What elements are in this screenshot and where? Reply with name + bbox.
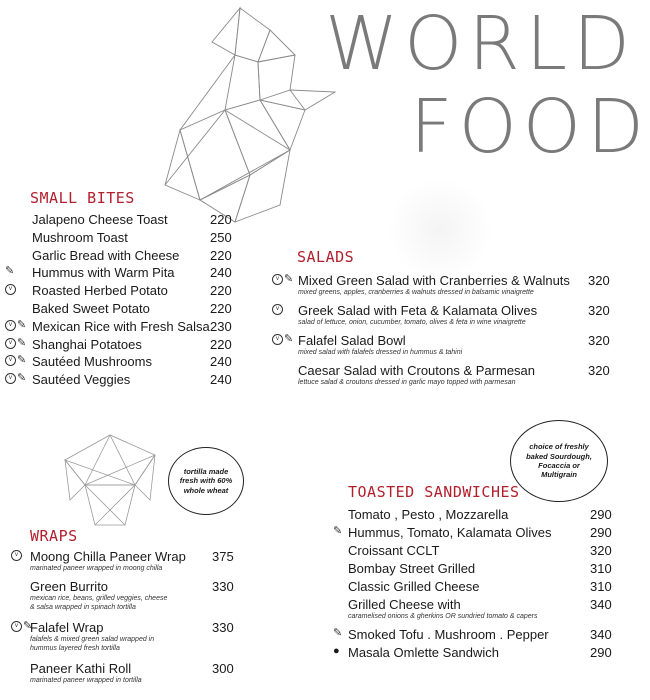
item-description: mixed salad with falafels dressed in hummus & tahini (298, 349, 463, 356)
item-name: Garlic Bread with Cheese (32, 247, 180, 263)
chili-icon: ✎ (17, 318, 27, 331)
chili-icon: ✎ (284, 273, 294, 285)
chili-icon: ✎ (23, 620, 33, 632)
item-description: marinated paneer wrapped in moong chilla (30, 565, 163, 572)
item-price: 320 (590, 543, 612, 558)
item-price: 240 (210, 265, 232, 281)
item-name: Falafel Wrap (30, 620, 104, 635)
item-name: Baked Sweet Potato (32, 301, 150, 316)
item-price: 240 (210, 372, 232, 388)
chili-icon: ✎ (284, 333, 294, 345)
diet-icons (5, 266, 14, 277)
item-price: 220 (210, 212, 232, 227)
diet-icons (5, 338, 26, 349)
item-name: Shanghai Potatoes (32, 336, 142, 352)
diet-icons (5, 320, 26, 331)
item-description: mixed greens, apples, cranberries & walnuts dressed in balsamic vinaigrette (298, 289, 534, 296)
item-price: 250 (210, 229, 232, 245)
item-price: 220 (210, 247, 232, 263)
vegan-icon: v (5, 284, 16, 295)
item-price: 290 (590, 507, 612, 522)
background-glow (385, 180, 495, 280)
item-name: Hummus with Warm Pita (32, 265, 175, 281)
item-price: 300 (212, 661, 234, 676)
diet-icons (5, 284, 16, 295)
item-description: marinated paneer wrapped in tortilla (30, 677, 142, 684)
item-price: 310 (590, 579, 612, 594)
item-name: Paneer Kathi Roll (30, 661, 132, 676)
vegan-icon: v (11, 621, 22, 632)
vegan-icon: v (272, 274, 283, 285)
origami-wrap-illustration (55, 430, 165, 540)
item-name: Green Burrito (30, 579, 109, 594)
vegan-icon: v (272, 334, 283, 345)
menu-title-line2: FOOD (410, 84, 650, 170)
item-name: Roasted Herbed Potato (32, 283, 168, 299)
item-price: 220 (210, 301, 232, 316)
chili-icon: ✎ (17, 372, 27, 385)
bread-choice-badge-text: choice of freshly baked Sourdough, Focaccia or Multigrain (526, 442, 592, 480)
item-price: 240 (210, 354, 232, 370)
toasted-sandwiches-heading: TOASTED SANDWICHES (348, 483, 520, 501)
item-description: salad of lettuce, onion, cucumber, tomato, olives & feta in wine vinaigrette (298, 319, 526, 326)
item-price: 330 (212, 620, 234, 635)
bread-choice-badge (510, 420, 608, 502)
chili-icon: ✎ (5, 265, 15, 278)
item-name: Sautéed Mushrooms (32, 354, 152, 370)
salads-heading: SALADS (297, 248, 355, 266)
item-name: Smoked Tofu . Mushroom . Pepper (348, 627, 549, 642)
item-price: 220 (210, 336, 232, 352)
chili-icon: ✎ (17, 354, 27, 367)
diet-icons (272, 274, 293, 285)
item-price: 320 (588, 273, 610, 288)
item-name: Bombay Street Grilled (348, 561, 476, 576)
wraps-heading: WRAPS (30, 527, 78, 545)
item-description: hummus layered fresh tortilla (30, 645, 120, 652)
item-name: Croissant CCLT (348, 543, 440, 558)
item-price: 320 (588, 303, 610, 318)
wraps-tortilla-badge (168, 447, 244, 515)
item-name: Masala Omlette Sandwich (348, 645, 500, 660)
item-description: & salsa wrapped in spinach tortilla (30, 604, 136, 611)
vegan-icon: v (5, 355, 16, 366)
item-name: Moong Chilla Paneer Wrap (30, 549, 186, 564)
item-name: Classic Grilled Cheese (348, 579, 480, 594)
wraps-badge-text: tortilla made fresh with 60% whole wheat (179, 466, 233, 495)
item-name: Greek Salad with Feta & Kalamata Olives (298, 303, 538, 318)
item-name: Falafel Salad Bowl (298, 333, 406, 348)
small-bites-heading: SMALL BITES (30, 189, 135, 207)
item-price: 320 (588, 333, 610, 348)
item-name: Tomato , Pesto , Mozzarella (348, 507, 509, 522)
item-description: mexican rice, beans, grilled veggies, cheese (30, 595, 168, 602)
menu-title-line1: WORLD (325, 1, 637, 87)
item-name: Hummus, Tomato, Kalamata Olives (348, 525, 552, 540)
origami-bird-illustration (140, 0, 340, 230)
item-price: 320 (588, 363, 610, 378)
vegan-icon: v (5, 373, 16, 384)
item-description: lettuce salad & croutons dressed in garlic mayo topped with parmesan (298, 379, 516, 386)
item-name: Grilled Cheese with (348, 597, 461, 612)
item-price: 310 (590, 561, 612, 576)
item-name: Mexican Rice with Fresh Salsa (32, 318, 210, 334)
chili-icon: ✎ (17, 336, 27, 349)
diet-icons (5, 355, 26, 366)
diet-icons (5, 373, 26, 384)
item-name: Sautéed Veggies (32, 372, 131, 388)
chili-icon: ✎ (333, 525, 343, 537)
item-price: 375 (212, 549, 234, 564)
diet-icons (11, 621, 32, 632)
item-price: 340 (590, 597, 612, 612)
item-price: 340 (590, 627, 612, 642)
vegan-icon: v (5, 320, 16, 331)
diet-icons (11, 550, 22, 561)
item-price: 290 (590, 525, 612, 540)
item-price: 220 (210, 283, 232, 299)
vegan-icon: v (272, 304, 283, 315)
item-name: Mushroom Toast (32, 229, 128, 245)
chili-icon: ✎ (333, 627, 343, 639)
item-price: 290 (590, 645, 612, 660)
item-description: caramelised onions & gherkins OR sundried tomato & capers (348, 613, 538, 620)
item-name: Caesar Salad with Croutons & Parmesan (298, 363, 536, 378)
item-description: falafels & mixed green salad wrapped in (30, 636, 155, 643)
item-name: Jalapeno Cheese Toast (32, 212, 168, 227)
item-name: Mixed Green Salad with Cranberries & Walnuts (298, 273, 570, 288)
vegan-icon: v (11, 550, 22, 561)
diet-icons (272, 334, 293, 345)
diet-icons (272, 304, 283, 315)
vegan-icon: v (5, 338, 16, 349)
item-price: 330 (212, 579, 234, 594)
item-price: 230 (210, 318, 232, 334)
egg-icon: ● (333, 645, 340, 657)
